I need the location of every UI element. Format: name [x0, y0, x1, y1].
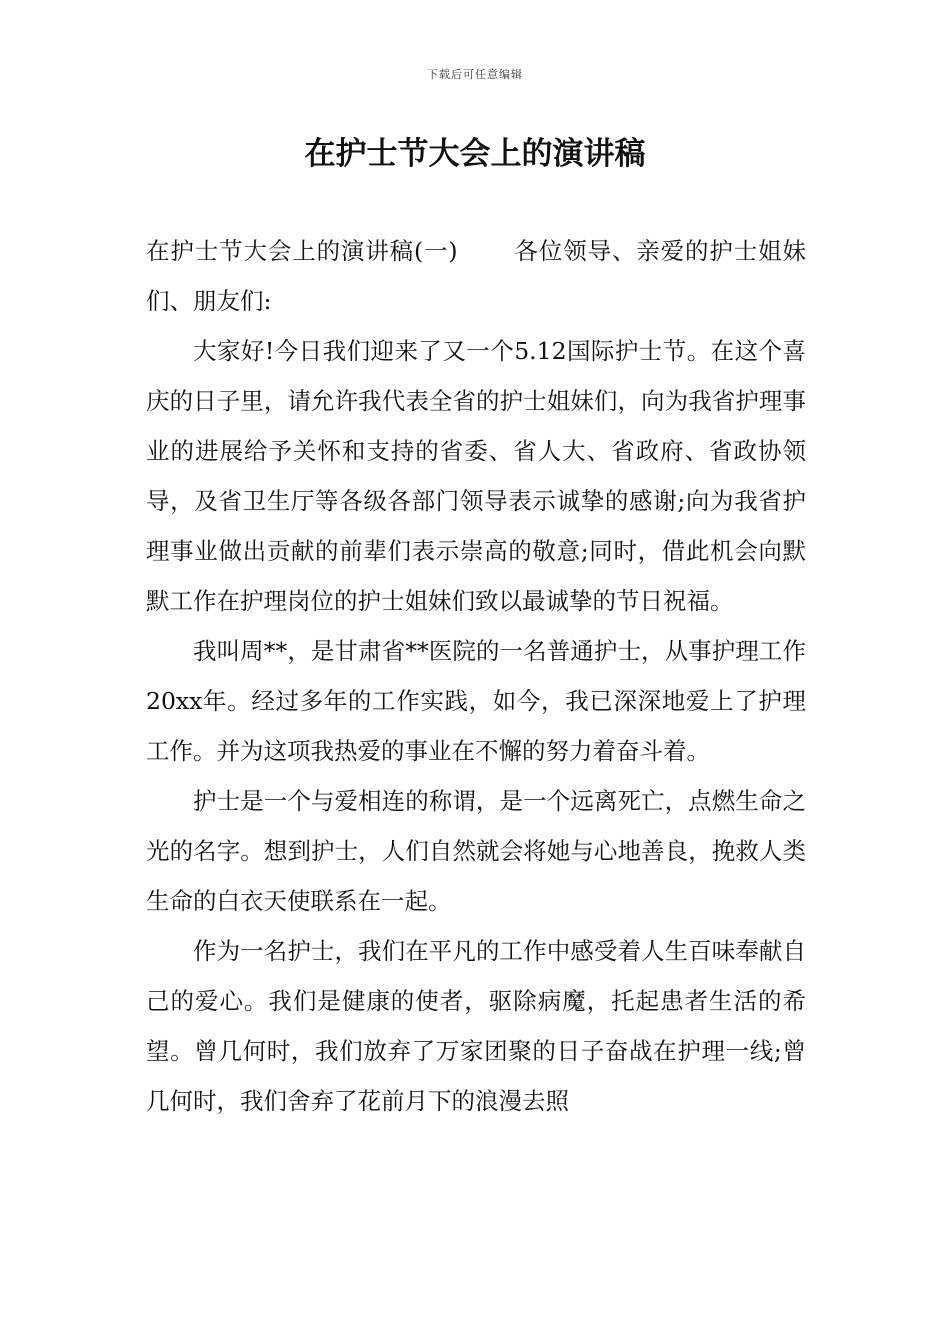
paragraph: 护士是一个与爱相连的称谓，是一个远离死亡，点燃生命之光的名字。想到护士，人们自然就会将她与心地善良，挽救人类生命的白衣天使联系在一起。 [146, 787, 806, 915]
intro-paragraph [146, 226, 806, 326]
greeting: 各位领导、亲爱的护士姐妹们、朋友们: [146, 237, 807, 315]
document-body [146, 226, 806, 1126]
page-title: 在护士节大会上的演讲稿 [304, 136, 646, 172]
header-note: 下载后可任意编辑 [427, 68, 523, 81]
paragraph: 我叫周**，是甘肃省**医院的一名普通护士，从事护理工作20xx年。经过多年的工作实践，如今，我已深深地爱上了护理工作。并为这项我热爱的事业在不懈的努力着奋斗着。 [146, 637, 806, 765]
paragraph: 作为一名护士，我们在平凡的工作中感受着人生百味奉献自己的爱心。我们是健康的使者，驱除病魔，托起患者生活的希望。曾几何时，我们放弃了万家团聚的日子奋战在护理一线;曾几何时，我们舍弃了花前月下的浪漫去照 [146, 937, 806, 1115]
paragraph: 大家好!今日我们迎来了又一个5.12国际护士节。在这个喜庆的日子里，请允许我代表全省的护士姐妹们，向为我省护理事业的进展给予关怀和支持的省委、省人大、省政府、省政协领导，及省卫生厅等各级各部门领导表示诚挚的感谢;向为我省护理事业做出贡献的前辈们表示崇高的敬意;同时，借此机会向默默工作在护理岗位的护士姐妹们致以最诚挚的节日祝福。 [146, 337, 806, 615]
section-heading: 在护士节大会上的演讲稿(一) [146, 237, 458, 265]
